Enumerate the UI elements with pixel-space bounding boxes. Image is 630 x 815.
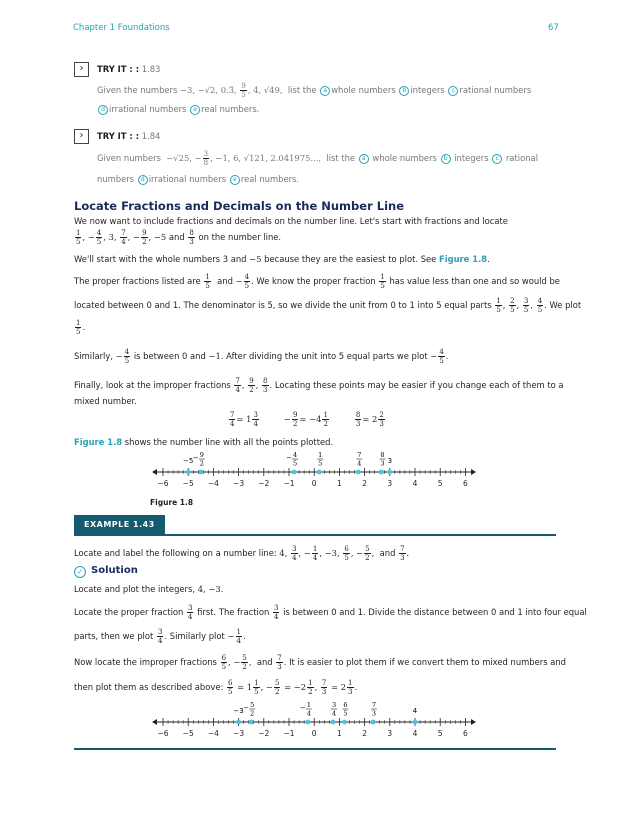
point-label-sign: − (192, 454, 199, 462)
chapter-header: Chapter 1 Foundations (73, 23, 170, 33)
try-it-number: 1.84 (141, 131, 161, 141)
b-icon: b (441, 154, 451, 164)
point-label-denominator: 4 (306, 709, 311, 718)
example-prompt: Locate and label the following on a number line: 4, $\frac{3}{4}$ , − $\frac{1}{4}$ , −3, $\frac{6}{5}$ , − $\frac{5}{2}$ , and $\frac{7}{3}$ . (74, 545, 410, 562)
tick-label: −5 (182, 479, 194, 488)
tick-label: −1 (283, 479, 295, 488)
arrow-left-icon (152, 469, 157, 475)
c-icon: c (492, 154, 502, 164)
point-label-denominator: 2 (250, 709, 255, 718)
d-icon: d (98, 105, 108, 115)
tick-label: −3 (233, 479, 245, 488)
equation: $\frac{7}{4}$ = 1 $\frac{3}{4}$ − $\frac{9}{2}$ = −4 $\frac{1}{2}$ $\frac{8}{3}$ = 2 $\frac{2}{3}$ (230, 411, 384, 428)
paragraph: Finally, look at the improper fractions $\frac{7}{4}$ , $\frac{9}{2}$ , $\frac{8}{3}$ . Locating these points may be easier if you change each of them to a (74, 377, 564, 394)
a-icon: a (320, 86, 330, 96)
point-label: 4 (412, 707, 418, 715)
tick-label: −6 (157, 479, 169, 488)
example-label: EXAMPLE 1.43 (74, 515, 165, 535)
plotted-point (306, 720, 311, 725)
divider (74, 534, 556, 536)
plotted-point (317, 470, 322, 475)
tick-label: 1 (337, 729, 342, 738)
tick-label: −2 (258, 729, 270, 738)
plotted-point (186, 470, 191, 475)
point-label: −3 (233, 707, 244, 715)
plotted-point (331, 720, 336, 725)
solution-step: parts, then we plot $\frac{3}{4}$ . Similarly plot − $\frac{1}{4}$ . (74, 628, 246, 645)
paragraph: We'll start with the whole numbers 3 and −5 because they are the easiest to plot. See Figure 1.8. (74, 254, 490, 264)
point-label-denominator: 5 (343, 709, 348, 718)
tick-label: −4 (207, 729, 219, 738)
d-icon: d (138, 175, 148, 185)
solution-step: then plot them as described above: $\frac{6}{5}$ = 1 $\frac{1}{5}$ , − $\frac{5}{2}$ = −2 $\frac{1}{2}$ , $\frac{7}{3}$ = 2 $\frac{1}{3}$ . (74, 679, 358, 696)
fraction: $\frac{9}{5}$ (241, 82, 246, 99)
point-label-numerator: 7 (357, 451, 362, 459)
figure-link[interactable]: Figure 1.8 (74, 437, 123, 447)
point-label-numerator: 4 (292, 451, 298, 459)
paragraph: Similarly, − $\frac{4}{5}$ is between 0 and −1. After dividing the unit into 5 equal parts we plot − $\frac{4}{5}$ . (74, 348, 449, 365)
page-number: 67 (548, 23, 559, 33)
fraction: $\frac{1}{5}$ . (76, 319, 86, 336)
point-label-numerator: 7 (371, 701, 376, 709)
point-label-numerator: 1 (318, 451, 323, 459)
c-icon: c (448, 86, 458, 96)
try-it-label: TRY IT : : (97, 64, 140, 74)
solution-step: Locate and plot the integers, 4, −3. (74, 584, 224, 594)
figure-caption: Figure 1.8 (150, 498, 194, 507)
plotted-point (379, 470, 384, 475)
solution-step: Locate the proper fraction $\frac{3}{4}$ first. The fraction $\frac{3}{4}$ is between 0 and 1. Divide the distance between 0 and 1 into four equal (74, 604, 587, 621)
arrow-left-icon (152, 719, 157, 725)
figure-link[interactable]: Figure 1.8 (439, 254, 488, 264)
point-label-numerator: 8 (380, 451, 385, 459)
point-label-numerator: 3 (332, 701, 337, 709)
tick-label: −1 (283, 729, 295, 738)
solution-step: Now locate the improper fractions $\frac{6}{5}$ , − $\frac{5}{2}$ , and $\frac{7}{3}$ . It is easier to plot them if we convert them to mixed numbers and (74, 654, 566, 671)
plotted-point (356, 470, 361, 475)
plotted-point (236, 720, 241, 725)
try-it-number: 1.83 (141, 64, 161, 74)
point-label-denominator: 5 (318, 459, 323, 468)
point-label-numerator: 5 (250, 701, 255, 709)
tick-label: 4 (412, 729, 418, 738)
tick-label: 4 (412, 479, 418, 488)
point-label-denominator: 4 (332, 709, 337, 718)
paragraph: mixed number. (74, 396, 137, 406)
try-it-line2: numbers d irrational numbers e real numbers. (97, 174, 300, 184)
point-label-denominator: 2 (199, 459, 204, 468)
tick-label: −2 (258, 479, 270, 488)
tick-label: 0 (311, 479, 317, 488)
plotted-point (387, 470, 392, 475)
section-title: Locate Fractions and Decimals on the Number Line (74, 199, 405, 213)
point-label-sign: − (299, 704, 306, 712)
point-label: −5 (183, 457, 194, 465)
checkmark-icon: ✓ (74, 566, 86, 578)
number-line-figure-1-8 (150, 448, 480, 490)
tick-label: 2 (362, 479, 367, 488)
paragraph: located between 0 and 1. The denominator is 5, so we divide the unit from 0 to 1 into 5 equal parts $\frac{1}{5}$ , $\frac{2}{5}$ , $\frac{3}{5}$ , $\frac{4}{5}$ . We plot (74, 297, 582, 314)
b-icon: b (399, 86, 409, 96)
point-label-sign: − (243, 704, 250, 712)
plotted-point (249, 720, 254, 725)
divider (74, 748, 556, 750)
plotted-point (371, 720, 376, 725)
tick-label: −3 (233, 729, 245, 738)
arrow-right-icon (471, 469, 476, 475)
point-label-denominator: 4 (357, 459, 362, 468)
tick-label: 3 (387, 479, 393, 488)
paragraph: Figure 1.8 shows the number line with all the points plotted. (74, 437, 334, 447)
e-icon: e (190, 105, 200, 115)
fraction: $\frac{3}{8}$ (203, 150, 209, 167)
point-label-denominator: 5 (292, 459, 298, 468)
paragraph: $\frac{1}{5}$ , − $\frac{4}{5}$ , 3, $\frac{7}{4}$ , − $\frac{9}{2}$ , −5 and $\frac{8}{3}$ on the number line. (76, 229, 282, 246)
tick-label: 0 (311, 729, 317, 738)
plotted-point (198, 470, 203, 475)
point-label-sign: − (286, 454, 292, 462)
tick-label: −6 (157, 729, 169, 738)
tick-label: 5 (437, 479, 443, 488)
tick-label: 1 (337, 479, 342, 488)
try-it-line1: Given the numbers −3, −√2, 0.3̅, $\frac{9}{5}$ , 4, √49, list the a whole numbers b integers c rational numbers (97, 82, 532, 99)
tick-label: 6 (463, 729, 468, 738)
tick-label: −4 (207, 479, 219, 488)
point-label-numerator: 1 (306, 701, 311, 709)
chevron-right-icon[interactable]: › (74, 129, 89, 144)
solution-heading: Solution (91, 565, 138, 576)
try-it-label: TRY IT : : (97, 131, 140, 141)
point-label-numerator: 6 (343, 701, 348, 709)
tick-label: 2 (362, 729, 367, 738)
chevron-right-icon[interactable]: › (74, 62, 89, 77)
try-it-heading (97, 130, 160, 142)
tick-label: −5 (182, 729, 194, 738)
point-label-numerator: 9 (199, 451, 204, 459)
plotted-point (292, 470, 297, 475)
paragraph: We now want to include fractions and decimals on the number line. Let's start with fractions and locate (74, 216, 508, 226)
point-label-denominator: 3 (371, 709, 376, 718)
number-line-example (150, 698, 480, 740)
a-icon: a (359, 154, 369, 164)
paragraph: The proper fractions listed are $\frac{1}{5}$ and − $\frac{4}{5}$ . We know the proper fraction $\frac{1}{5}$ has value less than one and so would be (74, 273, 560, 290)
e-icon: e (230, 175, 240, 185)
point-label-denominator: 3 (380, 459, 385, 468)
arrow-right-icon (471, 719, 476, 725)
tick-label: 6 (463, 479, 468, 488)
point-label: 3 (387, 457, 393, 465)
tick-label: 5 (437, 729, 443, 738)
plotted-point (342, 720, 347, 725)
plotted-point (413, 720, 418, 725)
tick-label: 3 (387, 729, 393, 738)
try-it-line1: Given numbers −√25, − $\frac{3}{8}$ , −1, 6, √121, 2.041975..., list the a whole numbers b integers c rational (97, 150, 539, 167)
try-it-heading (97, 63, 160, 75)
try-it-line2: d irrational numbers e real numbers. (97, 103, 259, 115)
